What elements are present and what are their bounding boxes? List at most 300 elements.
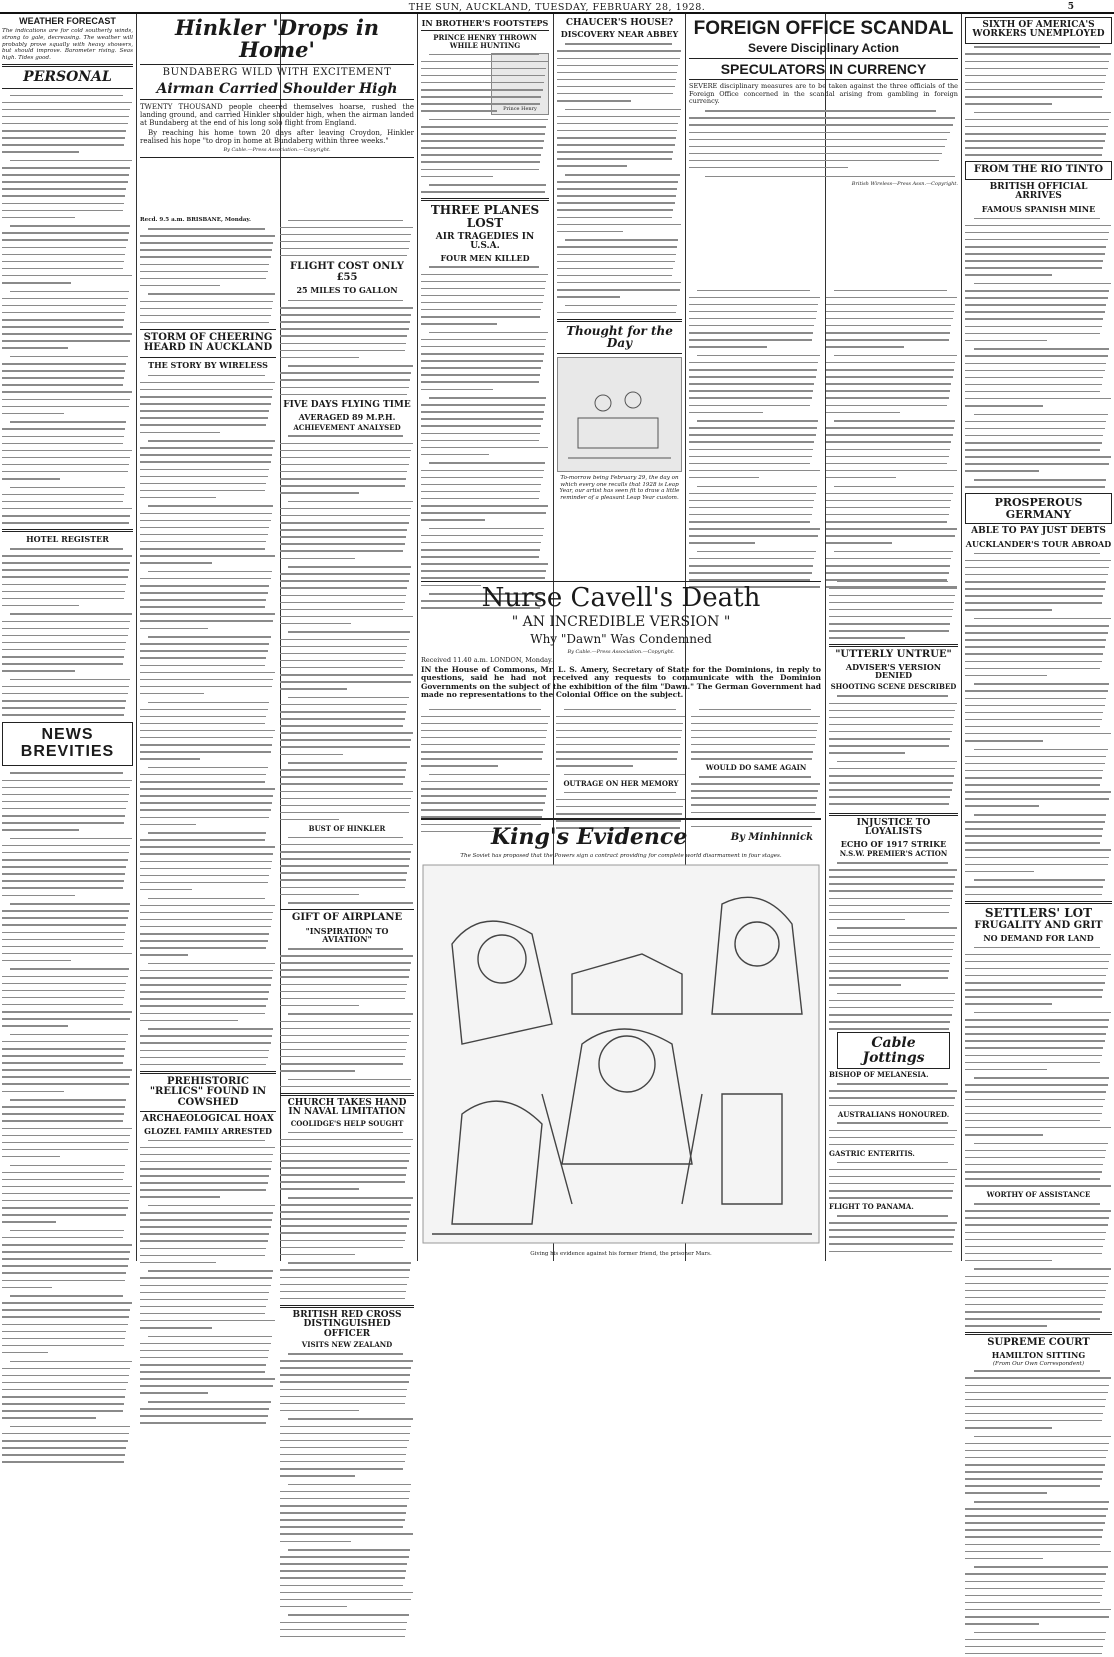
text-line <box>965 980 1112 987</box>
text-line <box>421 416 549 423</box>
text-line <box>965 395 1112 402</box>
text-line <box>557 265 682 272</box>
text-line <box>2 200 133 207</box>
text-line <box>2 1358 133 1365</box>
text-line <box>140 305 276 312</box>
text-line <box>965 1176 1112 1183</box>
text-line <box>965 44 1112 51</box>
text-line <box>965 1301 1112 1308</box>
text-line <box>965 709 1112 716</box>
text-line <box>965 1201 1112 1208</box>
photo-caption: Prince Henry <box>503 106 537 113</box>
text-line <box>965 1140 1112 1147</box>
text-line <box>421 306 549 313</box>
text-line <box>689 359 821 366</box>
text-line <box>826 548 958 555</box>
text-line <box>2 1176 133 1183</box>
text-line <box>965 1075 1112 1082</box>
text-line <box>965 468 1112 475</box>
text-line <box>280 599 414 606</box>
text-line <box>280 1531 414 1538</box>
text-line <box>421 430 549 437</box>
text-line <box>280 795 414 802</box>
text-line <box>965 65 1112 72</box>
text-line <box>965 1578 1112 1585</box>
text-line <box>965 123 1112 130</box>
text-line <box>280 1437 414 1444</box>
text-line <box>2 345 133 352</box>
text-line <box>965 1410 1112 1417</box>
text-line <box>829 787 958 794</box>
text-line <box>421 336 549 343</box>
masthead-title: THE SUN, AUCKLAND, TUESDAY, FEBRUARY 28, 1928. <box>408 2 706 13</box>
text-line <box>2 813 133 820</box>
text-line <box>2 237 133 244</box>
text-line <box>965 1476 1112 1483</box>
text-line <box>280 326 414 333</box>
text-line <box>280 774 414 781</box>
outrage-head: OUTRAGE ON HER MEMORY <box>563 778 679 788</box>
text-line <box>421 365 549 372</box>
text-line <box>829 728 958 735</box>
text-line <box>2 1342 133 1349</box>
text-line <box>421 749 551 756</box>
text-line <box>2 186 133 193</box>
foreign-lead: SEVERE disciplinary measures are to be taken against the three officials of the Foreign Office concerned in the scandal arising from gambling in foreign currency. <box>689 82 958 106</box>
text-line <box>2 92 133 99</box>
text-line <box>965 789 1112 796</box>
text-line <box>965 116 1112 123</box>
text-line <box>140 916 276 923</box>
text-line <box>2 1256 133 1263</box>
text-line <box>965 847 1112 854</box>
text-line <box>280 849 414 856</box>
text-line <box>826 388 958 395</box>
text-line <box>140 1252 276 1259</box>
text-line <box>280 1237 414 1244</box>
text-line <box>829 916 958 923</box>
text-line <box>826 409 958 416</box>
text-line <box>965 1124 1112 1131</box>
text-line <box>2 885 133 892</box>
text-line <box>140 938 276 945</box>
text-line <box>2 712 133 719</box>
text-line <box>2 1307 133 1314</box>
text-line <box>2 1146 133 1153</box>
text-line <box>829 925 958 932</box>
text-line <box>421 72 549 79</box>
text-line <box>421 460 549 467</box>
text-line <box>965 1250 1112 1257</box>
text-line <box>557 98 682 105</box>
text-line <box>140 1303 276 1310</box>
text-line <box>691 795 821 802</box>
text-line <box>280 1011 414 1018</box>
text-line <box>140 466 276 473</box>
foreign-head: FOREIGN OFFICE SCANDAL <box>693 18 954 39</box>
text-line <box>556 796 686 803</box>
text-line <box>2 777 133 784</box>
text-line <box>280 1053 414 1060</box>
text-line <box>965 1643 1112 1650</box>
text-line <box>965 1161 1112 1168</box>
text-line <box>826 308 958 315</box>
text-line <box>2 1053 133 1060</box>
text-line <box>689 157 958 164</box>
text-line <box>280 468 414 475</box>
text-line <box>557 214 682 221</box>
text-line <box>280 534 414 541</box>
text-line <box>965 1382 1112 1389</box>
averaged-head: AVERAGED 89 M.P.H. <box>298 412 396 423</box>
text-line <box>2 280 133 287</box>
text-line <box>140 1187 276 1194</box>
text-line <box>140 749 276 756</box>
text-line <box>2 484 133 491</box>
text-line <box>2 258 133 265</box>
text-line <box>829 613 958 620</box>
text-line <box>140 1390 276 1397</box>
text-line <box>280 613 414 620</box>
text-line <box>280 767 414 774</box>
text-line <box>2 560 133 567</box>
text-line <box>140 865 276 872</box>
text-line <box>965 695 1112 702</box>
text-line <box>280 967 414 974</box>
text-line <box>280 1230 414 1237</box>
text-line <box>421 101 549 108</box>
text-line <box>280 1444 414 1451</box>
text-line <box>2 1300 133 1307</box>
text-line <box>2 491 133 498</box>
text-line <box>280 433 414 440</box>
text-line <box>965 1236 1112 1243</box>
text-line <box>140 655 276 662</box>
text-line <box>2 705 133 712</box>
text-line <box>2 142 133 149</box>
text-line <box>2 331 133 338</box>
text-line <box>829 599 958 606</box>
text-line <box>691 809 821 816</box>
text-line <box>2 120 133 127</box>
text-line <box>965 1541 1112 1548</box>
text-line <box>421 547 549 554</box>
text-line <box>280 730 414 737</box>
text-line <box>140 1137 276 1144</box>
text-line <box>280 1274 414 1281</box>
text-line <box>829 635 958 642</box>
text-line <box>689 570 821 577</box>
text-line <box>280 1589 414 1596</box>
text-line <box>965 258 1112 265</box>
text-line <box>965 280 1112 287</box>
text-line <box>829 874 958 881</box>
kings-cartoon <box>422 864 820 1244</box>
text-line <box>140 590 276 597</box>
text-line <box>140 1210 276 1217</box>
text-line <box>2 447 133 454</box>
text-line <box>965 1066 1112 1073</box>
text-line <box>280 1466 414 1473</box>
text-line <box>965 1294 1112 1301</box>
text-line <box>140 727 276 734</box>
text-line <box>829 1213 958 1220</box>
text-line <box>965 337 1112 344</box>
text-line <box>557 62 682 69</box>
text-line <box>140 604 276 611</box>
text-line <box>421 793 551 800</box>
text-line <box>691 749 821 756</box>
text-line <box>965 1110 1112 1117</box>
text-line <box>965 381 1112 388</box>
text-line <box>140 851 276 858</box>
cable-item-1: BISHOP OF MELANESIA. <box>829 1070 929 1080</box>
text-line <box>689 425 821 432</box>
text-line <box>280 1143 414 1150</box>
cable-item-4: FLIGHT TO PANAMA. <box>829 1202 914 1212</box>
kings-caption: Giving his evidence against his former friend, the prisoner Mars. <box>530 1251 712 1257</box>
text-line <box>689 533 821 540</box>
text-line <box>421 525 549 532</box>
text-line <box>2 1445 133 1452</box>
supreme-head: SUPREME COURT <box>987 1337 1090 1349</box>
text-line <box>557 163 682 170</box>
text-line <box>965 730 1112 737</box>
text-line <box>829 1241 958 1248</box>
text-line <box>2 1242 133 1249</box>
text-line <box>2 128 133 135</box>
text-line <box>280 760 414 767</box>
kings-note: The Soviet has proposed that the Powers sign a contract providing for complete world disarmament in four stages. <box>460 853 782 859</box>
chaucer-sub: DISCOVERY NEAR ABBEY <box>560 29 679 40</box>
text-line <box>421 379 549 386</box>
text-line <box>965 994 1112 1001</box>
text-line <box>689 409 821 416</box>
text-line <box>140 1194 276 1201</box>
text-line <box>280 592 414 599</box>
text-line <box>140 1282 276 1289</box>
text-line <box>280 347 414 354</box>
text-line <box>965 760 1112 767</box>
text-line <box>826 460 958 467</box>
text-line <box>557 179 682 186</box>
text-line <box>829 888 958 895</box>
text-line <box>2 375 133 382</box>
text-line <box>965 94 1112 101</box>
text-line <box>2 915 133 922</box>
text-line <box>829 758 958 765</box>
text-line <box>2 567 133 574</box>
text-line <box>2 389 133 396</box>
settlers-sub3: WORTHY OF ASSISTANCE <box>986 1190 1091 1200</box>
text-line <box>280 548 414 555</box>
text-line <box>421 329 549 336</box>
text-line <box>280 1039 414 1046</box>
text-line <box>140 394 276 401</box>
text-line <box>280 354 414 361</box>
personal-head: PERSONAL <box>23 69 112 86</box>
text-line <box>140 996 276 1003</box>
text-line <box>280 856 414 863</box>
text-line <box>965 1287 1112 1294</box>
text-line <box>140 1026 276 1033</box>
text-line <box>280 238 414 245</box>
text-line <box>280 498 414 505</box>
text-line <box>2 676 133 683</box>
text-line <box>140 931 276 938</box>
news-brevities-box <box>2 722 133 766</box>
text-line <box>280 297 414 304</box>
text-line <box>280 1076 414 1083</box>
text-line <box>421 503 549 510</box>
text-line <box>280 946 414 953</box>
text-line <box>280 802 414 809</box>
text-line <box>2 973 133 980</box>
text-line <box>556 803 686 810</box>
text-line <box>421 532 549 539</box>
text-line <box>689 432 821 439</box>
text-line <box>965 51 1112 58</box>
text-line <box>2 878 133 885</box>
text-line <box>829 909 958 916</box>
text-line <box>280 1473 414 1480</box>
text-line <box>421 65 549 72</box>
text-line <box>826 402 958 409</box>
text-line <box>421 800 551 807</box>
text-line <box>140 779 276 786</box>
text-line <box>557 200 682 207</box>
text-line <box>140 1310 276 1317</box>
text-line <box>421 467 549 474</box>
text-line <box>140 618 276 625</box>
text-line <box>556 749 686 756</box>
text-line <box>140 989 276 996</box>
text-line <box>965 86 1112 93</box>
text-line <box>557 251 682 258</box>
text-line <box>689 330 821 337</box>
text-line <box>965 1009 1112 1016</box>
text-line <box>140 641 276 648</box>
text-line <box>2 784 133 791</box>
text-line <box>689 136 958 143</box>
text-line <box>421 706 551 713</box>
text-line <box>829 707 958 714</box>
text-line <box>2 272 133 279</box>
text-line <box>965 1316 1112 1323</box>
text-line <box>965 1309 1112 1316</box>
text-line <box>965 1490 1112 1497</box>
text-line <box>556 734 686 741</box>
untrue-head: "UTTERLY UNTRUE" <box>835 649 952 661</box>
text-line <box>691 774 821 781</box>
text-line <box>280 636 414 643</box>
text-line <box>965 316 1112 323</box>
text-line <box>421 314 549 321</box>
text-line <box>280 974 414 981</box>
text-line <box>689 374 821 381</box>
text-line <box>280 319 414 326</box>
text-line <box>140 379 276 386</box>
text-line <box>140 503 276 510</box>
text-line <box>280 476 414 483</box>
text-line <box>556 789 686 796</box>
text-line <box>280 585 414 592</box>
text-line <box>965 564 1112 571</box>
text-line <box>280 620 414 627</box>
text-line <box>826 337 958 344</box>
text-line <box>280 900 414 907</box>
hinkler-sub1: BUNDABERG WILD WITH EXCITEMENT <box>162 67 392 79</box>
text-line <box>965 272 1112 279</box>
text-line <box>280 781 414 788</box>
text-line <box>826 359 958 366</box>
text-line <box>140 1180 276 1187</box>
hinkler-head: Hinkler 'Drops in Home' <box>174 15 380 63</box>
text-line <box>829 997 958 1004</box>
text-line <box>140 742 276 749</box>
text-line <box>829 1141 958 1148</box>
text-line <box>280 1400 414 1407</box>
text-line <box>2 520 133 527</box>
text-line <box>140 756 276 763</box>
text-line <box>826 555 958 562</box>
text-line <box>140 1003 276 1010</box>
miles-head: 25 MILES TO GALLON <box>296 285 398 296</box>
text-line <box>421 166 549 173</box>
text-line <box>556 763 686 770</box>
text-line <box>689 301 821 308</box>
text-line <box>421 720 551 727</box>
text-line <box>280 1561 414 1568</box>
text-line <box>2 440 133 447</box>
text-line <box>140 494 276 501</box>
text-line <box>2 1132 133 1139</box>
text-line <box>965 244 1112 251</box>
text-line <box>829 1120 958 1127</box>
text-line <box>2 433 133 440</box>
text-line <box>965 615 1112 622</box>
text-line <box>826 301 958 308</box>
text-line <box>829 578 958 585</box>
text-line <box>829 1102 958 1109</box>
text-line <box>280 744 414 751</box>
text-line <box>140 546 276 553</box>
text-line <box>140 1347 276 1354</box>
text-line <box>965 1454 1112 1461</box>
text-line <box>421 517 549 524</box>
text-line <box>826 381 958 388</box>
text-line <box>2 207 133 214</box>
text-line <box>829 693 958 700</box>
text-line <box>140 902 276 909</box>
text-line <box>140 676 276 683</box>
text-line <box>280 1503 414 1510</box>
text-line <box>829 743 958 750</box>
text-line <box>140 247 276 254</box>
text-line <box>965 251 1112 258</box>
text-line <box>965 1368 1112 1375</box>
text-line <box>2 223 133 230</box>
text-line <box>2 230 133 237</box>
text-line <box>557 258 682 265</box>
text-line <box>826 287 958 294</box>
text-line <box>280 816 414 823</box>
text-line <box>280 1061 414 1068</box>
text-line <box>829 1095 958 1102</box>
text-line <box>140 1413 276 1420</box>
text-line <box>421 292 549 299</box>
text-line <box>140 830 276 837</box>
